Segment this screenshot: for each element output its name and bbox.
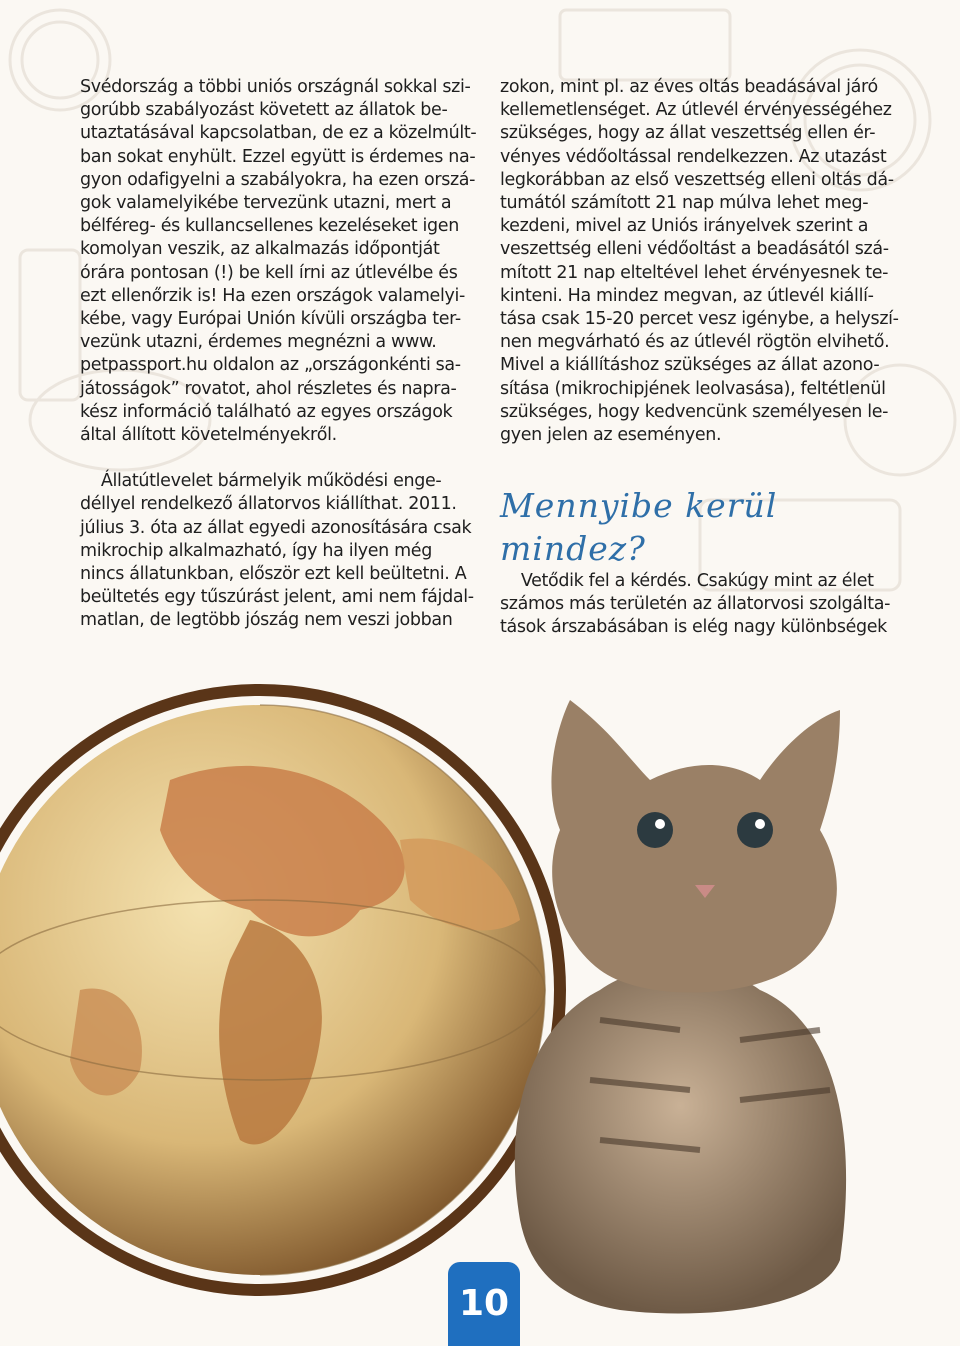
right-text-column xyxy=(500,76,899,447)
text-line: ban sokat enyhült. Ezzel együtt is érdemes na- xyxy=(80,146,476,167)
text-line: déllyel rendelkező állatorvos kiállíthat. 2011. xyxy=(80,494,457,515)
text-line: szükséges, hogy kedvencünk személyesen le- xyxy=(500,401,889,422)
text-line: utaztatásával kapcsolatban, de ez a közelmúlt- xyxy=(80,123,477,144)
text-line: által állított követelményekről. xyxy=(80,425,337,446)
text-line: Állatútlevelet bármelyik működési enge- xyxy=(80,471,442,492)
text-line: vényes védőoltással rendelkezzen. Az utazást xyxy=(500,146,887,167)
text-line: gyen jelen az eseményen. xyxy=(500,425,722,446)
text-line: bélféreg- és kullancsellenes kezeléseket igen xyxy=(80,216,459,237)
text-line: Mivel a kiállításhoz szükséges az állat azono- xyxy=(500,355,880,376)
heading-line: Mennyibe kerül xyxy=(500,486,778,525)
page-number: 10 xyxy=(448,1262,520,1346)
text-line: gok valamelyikébe tervezünk utazni, mert a xyxy=(80,193,452,214)
text-line: matlan, de legtöbb jószág nem veszi jobban xyxy=(80,610,453,631)
text-line: gyon odafigyelni a szabályokra, ha ezen orszá- xyxy=(80,169,476,190)
text-line: sítása (mikrochipjének leolvasása), feltétlenül xyxy=(500,378,886,399)
text-line: Vetődik fel a kérdés. Csakúgy mint az élet xyxy=(500,571,874,591)
text-line: tása csak 15-20 percet vesz igénybe, a helyszí- xyxy=(500,309,899,330)
text-line: órára pontosan (!) be kell írni az útlevélbe és xyxy=(80,262,458,283)
text-line: tumától számított 21 nap múlva lehet meg- xyxy=(500,193,869,214)
text-line: legkorábban az első veszettség elleni oltás dá- xyxy=(500,169,894,190)
text-line: kezdeni, mivel az Uniós irányelvek szerint a xyxy=(500,216,869,237)
text-line: tások árszabásában is elég nagy különbségek xyxy=(500,617,887,638)
text-line: kész információ található az egyes országok xyxy=(80,401,453,422)
text-line: petpassport.hu oldalon az „országonkénti sa- xyxy=(80,355,461,376)
text-line: játosságok” rovatot, ahol részletes és napra- xyxy=(80,378,457,399)
text-line: komolyan veszik, az alkalmazás időpontját xyxy=(80,239,440,260)
text-line: mított 21 nap elteltével lehet érvényesnek te- xyxy=(500,262,889,283)
text-line: számos más területén az állatorvosi szolgálta- xyxy=(500,594,891,615)
text-line: ezt ellenőrzik is! Ha ezen országok valamelyi- xyxy=(80,285,465,306)
text-line: zokon, mint pl. az éves oltás beadásával járó xyxy=(500,77,878,97)
text-line: gorúbb szabályozást követett az állatok be- xyxy=(80,100,448,121)
text-line: kinteni. Ha mindez megvan, az útlevél kiállí- xyxy=(500,285,874,306)
text-line: mikrochip alkalmazható, így ha ilyen még xyxy=(80,540,432,561)
globe-and-kitten-illustration xyxy=(0,660,960,1346)
left-text-column xyxy=(80,76,476,633)
text-line: vezünk utazni, érdemes megnézni a www. xyxy=(80,332,437,353)
text-line: nen megvárható és az útlevél rögtön elvihető. xyxy=(500,332,890,353)
text-line: Svédország a többi uniós országnál sokkal szi- xyxy=(80,77,471,97)
text-line: nincs állatunkban, először ezt kell beültetni. A xyxy=(80,564,467,585)
text-line: szükséges, hogy az állat veszettség ellen ér- xyxy=(500,123,876,144)
text-line: július 3. óta az állat egyedi azonosítására csak xyxy=(80,517,472,538)
text-line: kellemetlenséget. Az útlevél érvényességéhez xyxy=(500,100,892,121)
heading-line: mindez? xyxy=(500,529,646,568)
section-heading xyxy=(500,484,777,570)
text-line: veszettség elleni védőoltást a beadásától szá- xyxy=(500,239,889,260)
right-text-column-2 xyxy=(500,570,890,640)
globe xyxy=(0,690,560,1290)
text-line: kébe, vagy Európai Unión kívüli országba ter- xyxy=(80,309,461,330)
text-line: beültetés egy tűszúrást jelent, ami nem fájdal- xyxy=(80,587,474,608)
